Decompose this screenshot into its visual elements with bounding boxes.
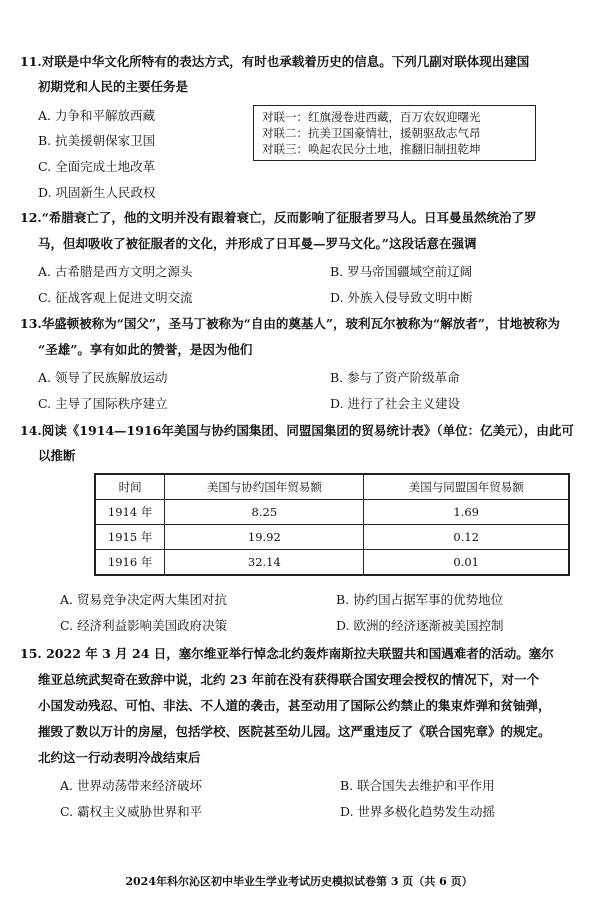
q14-stem-line2: 以推断 [38,448,76,463]
table-cell: 1915 年 [95,525,165,550]
q11-option-a[interactable]: A. 力争和平解放西藏 [38,108,155,123]
q12-stem-line1: 12.“希腊衰亡了，他的文明并没有跟着衰亡，反而影响了征服者罗马人。日耳曼虽然统治了罗 [20,210,537,225]
table-header-row [95,474,569,500]
couplet-3: 对联三：唤起农民分土地，推翻旧制扭乾坤 [262,142,481,156]
table-header: 时间 [95,474,165,500]
table-cell: 1916 年 [95,550,165,576]
q15-option-c[interactable]: C. 霸权主义威胁世界和平 [60,804,203,819]
table-cell: 1914 年 [95,500,165,525]
q14-option-b[interactable]: B. 协约国占据军事的优势地位 [336,592,504,607]
q12-stem-line2: 马，但却吸收了被征服者的文化，并形成了日耳曼—罗马文化。”这段话意在强调 [38,236,477,251]
q12-option-b[interactable]: B. 罗马帝国疆域空前辽阔 [330,264,473,279]
q15-option-a[interactable]: A. 世界动荡带来经济破坏 [60,778,202,793]
table-cell: 8.25 [165,500,364,525]
table-cell: 1.69 [364,500,569,525]
q14-option-c[interactable]: C. 经济利益影响美国政府决策 [60,618,228,633]
q11-option-d[interactable]: D. 巩固新生人民政权 [38,185,156,200]
q12-option-a[interactable]: A. 古希腊是西方文明之源头 [38,264,193,279]
q15-stem-line4: 摧毁了数以万计的房屋，包括学校、医院甚至幼儿园。这严重违反了《联合国宪章》的规定。 [38,724,551,739]
q11-couplet-box [253,105,536,161]
table-cell: 32.14 [165,550,364,576]
q14-option-d[interactable]: D. 欧洲的经济逐渐被美国控制 [336,618,504,633]
q11-stem-line2: 初期党和人民的主要任务是 [38,79,189,94]
q13-option-c[interactable]: C. 主导了国际秩序建立 [38,396,168,411]
couplet-1: 对联一：红旗漫卷进西藏，百万农奴迎曙光 [262,110,481,124]
q14-option-a[interactable]: A. 贸易竞争决定两大集团对抗 [60,592,227,607]
q11-stem-line1: 11.对联是中华文化所特有的表达方式，有时也承载着历史的信息。下列几副对联体现出建国 [20,54,530,69]
q12-option-d[interactable]: D. 外族入侵导致文明中断 [330,290,473,305]
q15-stem-line5: 北约这一行动表明冷战结束后 [38,750,201,765]
q13-option-b[interactable]: B. 参与了资产阶级革命 [330,370,460,385]
q15-stem-line3: 小国发动残忍、可怕、非法、不人道的袭击，甚至动用了国际公约禁止的集束炸弹和贫铀弹， [38,698,551,713]
q13-stem-line2: “圣雄”。享有如此的赞誉，是因为他们 [38,342,253,357]
q11-option-b[interactable]: B. 抗美援朝保家卫国 [38,133,156,148]
table-row [95,550,569,576]
q11-option-c[interactable]: C. 全面完成土地改革 [38,159,156,174]
couplet-2: 对联二：抗美卫国豪情壮，援朝驱敌志气昂 [262,126,481,140]
q13-option-a[interactable]: A. 领导了民族解放运动 [38,370,168,385]
table-row [95,500,569,525]
q14-stem-line1: 14.阅读《1914—1916年美国与协约国集团、同盟国集团的贸易统计表》（单位：亿美元），由此可 [20,423,574,438]
q13-stem-line1: 13.华盛顿被称为“国父”，圣马丁被称为“自由的奠基人”，玻利瓦尔被称为“解放者”，甘地被称为 [20,316,560,331]
table-row [95,525,569,550]
q15-stem-line1: 15. 2022 年 3 月 24 日，塞尔维亚举行悼念北约轰炸南斯拉夫联盟共和国遇难者的活动。塞尔 [20,646,554,661]
trade-table [94,473,570,576]
q15-option-b[interactable]: B. 联合国失去维护和平作用 [340,778,495,793]
q13-option-d[interactable]: D. 进行了社会主义建设 [330,396,461,411]
table-header: 美国与协约国年贸易额 [165,474,364,500]
q15-option-d[interactable]: D. 世界多极化趋势发生动摇 [340,804,496,819]
table-cell: 19.92 [165,525,364,550]
q15-stem-line2: 维亚总统武契奇在致辞中说，北约 23 年前在没有获得联合国安理会授权的情况下，对一个 [38,672,540,687]
table-header: 美国与同盟国年贸易额 [364,474,569,500]
table-cell: 0.01 [364,550,569,576]
table-cell: 0.12 [364,525,569,550]
q12-option-c[interactable]: C. 征战客观上促进文明交流 [38,290,193,305]
page-footer: 2024年科尔沁区初中毕业生学业考试历史模拟试卷第 3 页（共 6 页） [125,875,473,888]
